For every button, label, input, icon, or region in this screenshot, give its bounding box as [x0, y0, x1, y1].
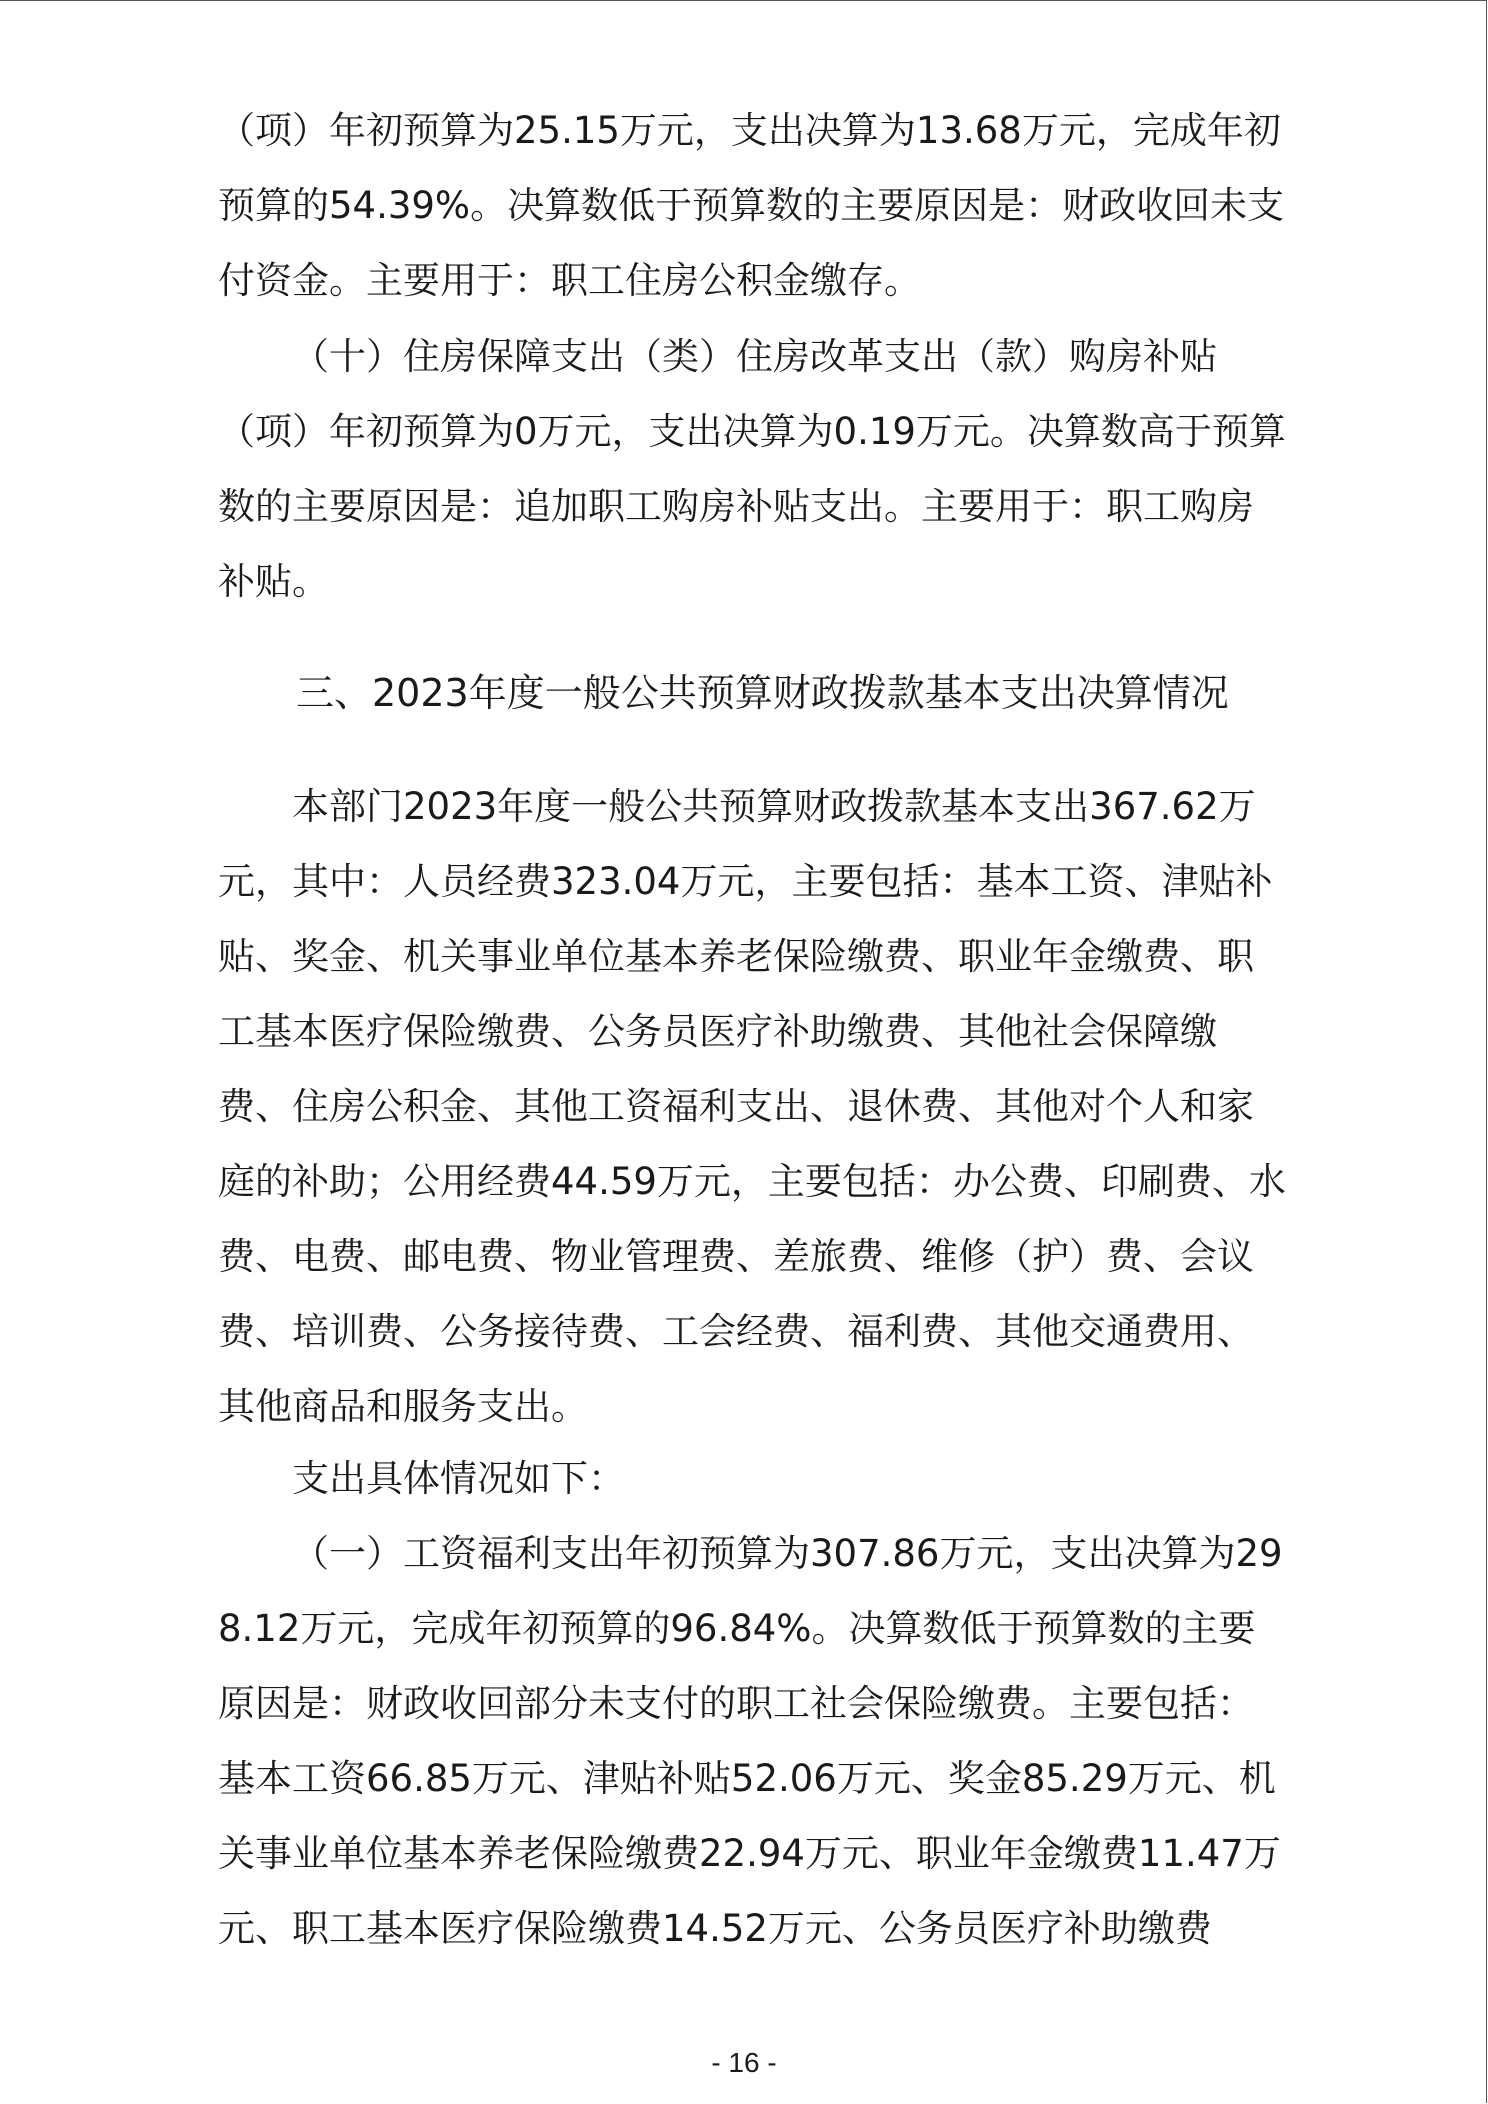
paragraph-housing-subsidy: （十）住房保障支出（类）住房改革支出（款）购房补贴（项）年初预算为0万元，支出决算为0.19万元。决算数高于预算数的主要原因是：追加职工购房补贴支出。主要用于：职工购房补贴。: [218, 335, 1286, 603]
paragraph-basic-expenditure: 本部门2023年度一般公共预算财政拨款基本支出367.62万元，其中：人员经费323.04万元，主要包括：基本工资、津贴补贴、奖金、机关事业单位基本养老保险缴费、职业年金缴费、职工基本医疗保险缴费、公务员医疗补助缴费、其他社会保障缴费、住房公积金、其他工资福利支出、退休费、其他对个人和家庭的补助；公用经费44.59万元，主要包括：办公费、印刷费、水费、电费、邮电费、物业管理费、差旅费、维修（护）费、会议费、培训费、公务接待费、工会经费、福利费、其他交通费用、其他商品和服务支出。: [218, 785, 1286, 1428]
paragraph-wage-welfare: （一）工资福利支出年初预算为307.86万元，支出决算为298.12万元，完成年初预算的96.84%。决算数低于预算数的主要原因是：财政收回部分未支付的职工社会保险缴费。主要包括：基本工资66.85万元、津贴补贴52.06万元、奖金85.29万元、机关事业单位基本养老保险缴费22.94万元、职业年金缴费11.47万元、职工基本医疗保险缴费14.52万元、公务员医疗补助缴费: [218, 1532, 1283, 1950]
section-heading: 三、2023年度一般公共预算财政拨款基本支出决算情况: [296, 671, 1229, 715]
page-number: - 16 -: [711, 2047, 777, 2078]
paragraph-housing-fund-continuation: （项）年初预算为25.15万元，支出决算为13.68万元，完成年初预算的54.39%。决算数低于预算数的主要原因是：财政收回未支付资金。主要用于：职工住房公积金缴存。: [218, 109, 1285, 302]
paragraph-details-intro: 支出具体情况如下：: [292, 1457, 625, 1500]
